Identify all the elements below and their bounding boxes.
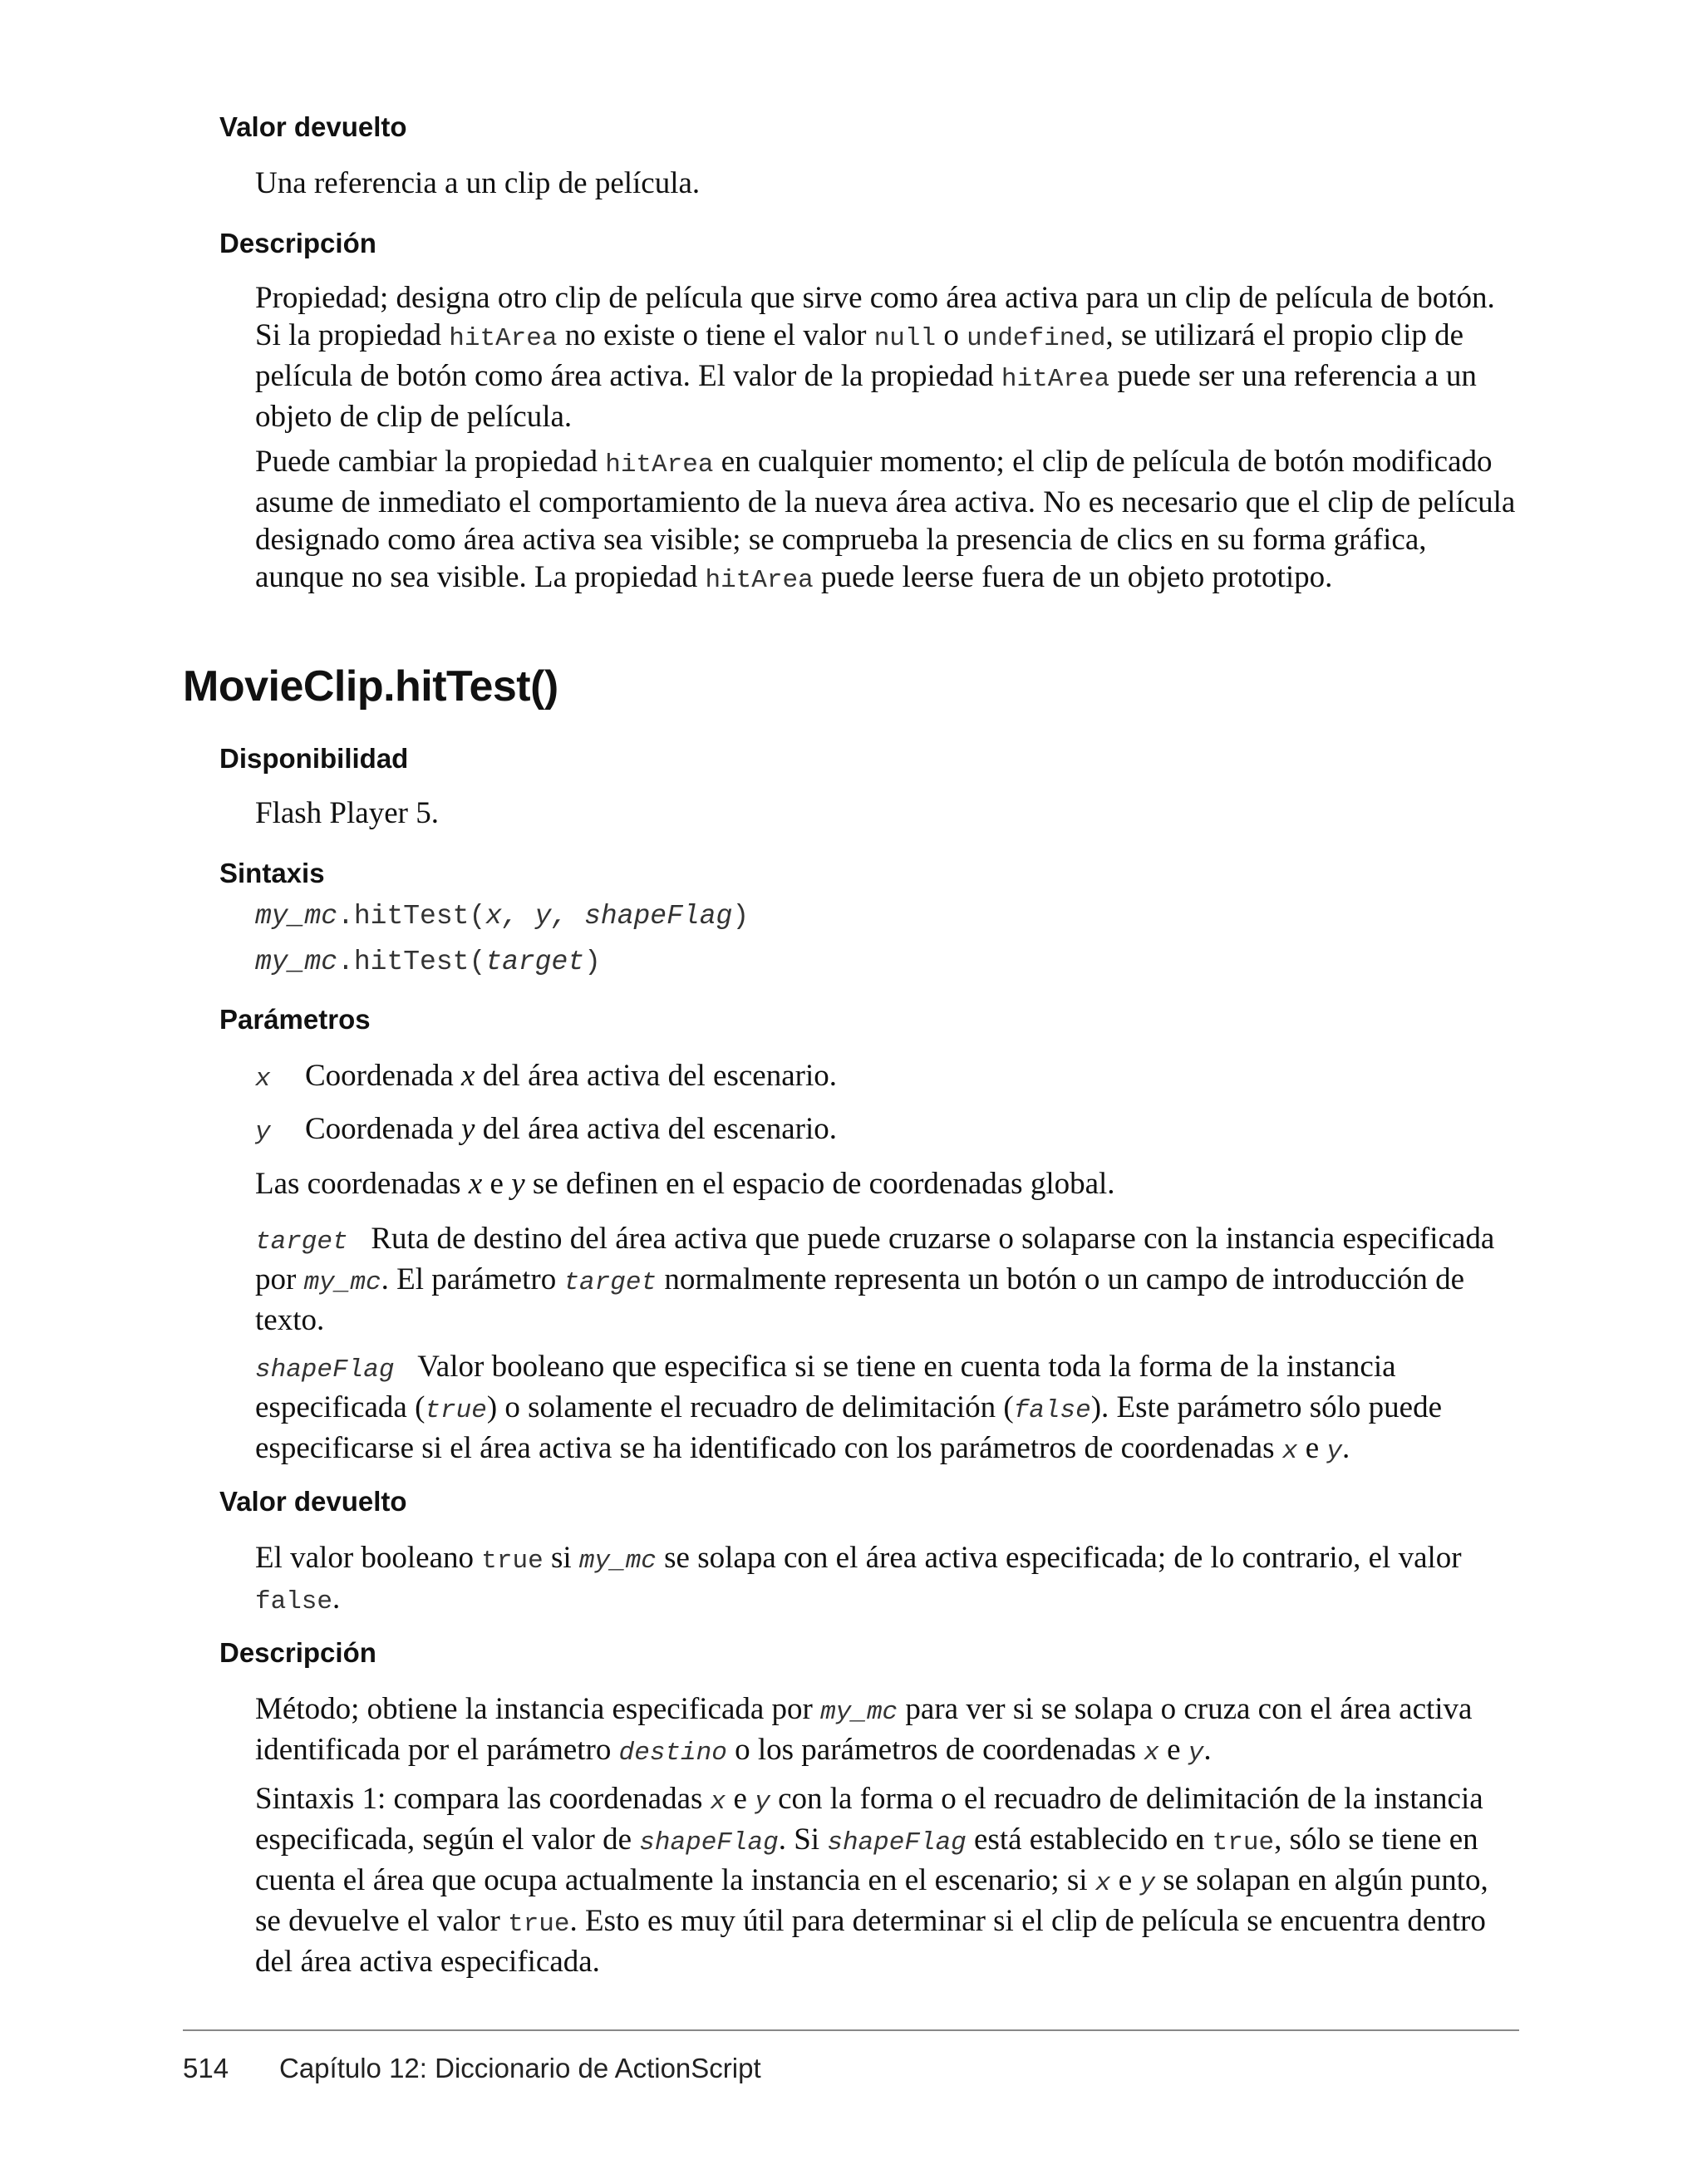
param-target: target Ruta de destino del área activa que puede cruzarse o solaparse con la instancia especificada por my_mc. El parámetro target normalmente representa un botón o un campo de introducción de texto. [255,1222,1495,1337]
description-paragraph-1: Propiedad; designa otro clip de película que sirve como área activa para un clip de película de botón. Si la propiedad hitArea no existe o tiene el valor null o undefined, se utilizará el propio clip de película de botón como área activa. El valor de la propiedad hitArea puede ser una referencia a un objeto de clip de película. [255,281,1495,434]
parameters-heading: Parámetros [219,1004,371,1035]
returns-heading-2: Valor devuelto [219,1486,407,1517]
coordinates-note: Las coordenadas x e y se definen en el espacio de coordenadas global. [255,1167,1115,1201]
description-paragraph-3: Método; obtiene la instancia especificada por my_mc para ver si se solapa o cruza con el área activa identificada por el parámetro destino o los parámetros de coordenadas x e y. [255,1692,1473,1768]
chapter-title: Capítulo 12: Diccionario de ActionScript [279,2053,761,2083]
page-number: 514 [183,2053,229,2083]
param-y: y Coordenada y del área activa del escenario. [255,1112,837,1147]
description-paragraph-2: Puede cambiar la propiedad hitArea en cualquier momento; el clip de película de botón modificado asume de inmediato el comportamiento de la nueva área activa. No es necesario que el clip de película designado como área activa sea visible; se comprueba la presencia de clics en su forma gráfica, aunque no sea visible. La propiedad hitArea puede leerse fuera de un objeto prototipo. [255,445,1516,595]
description-heading-1: Descripción [219,228,376,258]
section-title: MovieClip.hitTest() [183,662,558,711]
description-heading-2: Descripción [219,1637,376,1668]
returns-text-1: Una referencia a un clip de película. [255,166,701,200]
syntax-line-2: my_mc.hitTest(target) [255,947,601,977]
availability-text: Flash Player 5. [255,796,439,830]
returns-heading-1: Valor devuelto [219,111,407,142]
param-x: x Coordenada x del área activa del escenario. [255,1059,837,1094]
description-paragraph-4: Sintaxis 1: compara las coordenadas x e y con la forma o el recuadro de delimitación de la instancia especificada, según el valor de shapeFlag. Si shapeFlag está establecido en true, sólo se tiene en cuenta el área que ocupa actualmente la instancia en el escenario; si x e y se solapan en algún punto, se devuelve el valor true. Esto es muy útil para determinar si el clip de película se encuentra dentro del área activa especificada. [255,1782,1488,1979]
returns-text-2: El valor booleano true si my_mc se solapa con el área activa especificada; de lo contrario, el valor false. [255,1541,1462,1616]
syntax-heading: Sintaxis [219,858,325,888]
footer-rule [183,2029,1519,2031]
availability-heading: Disponibilidad [219,743,409,774]
param-shapeflag: shapeFlag Valor booleano que especifica si se tiene en cuenta toda la forma de la instancia especificada (true) o solamente el recuadro de delimitación (false). Este parámetro sólo puede especificarse si el área activa se ha identificado con los parámetros de coordenadas x e y. [255,1350,1442,1466]
syntax-line-1: my_mc.hitTest(x, y, shapeFlag) [255,901,750,932]
